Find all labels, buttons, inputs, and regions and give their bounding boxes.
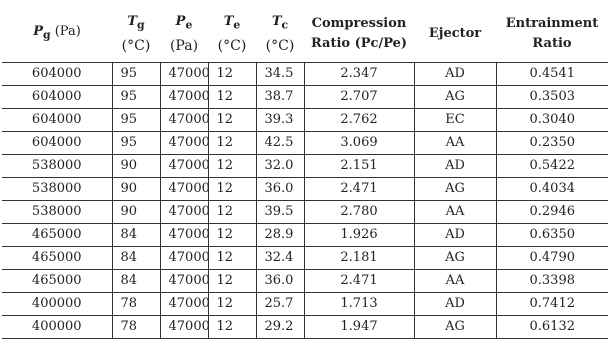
cell-te: 12 — [208, 223, 256, 246]
cell-tc: 38.7 — [256, 85, 304, 108]
table-row — [2, 246, 608, 269]
cell-tg: 95 — [112, 108, 160, 131]
header-pe: $P_e$ (Pa) — [169, 13, 199, 54]
cell-pg: 400000 — [2, 315, 112, 338]
cell-tc: 36.0 — [256, 177, 304, 200]
cell-tg: 90 — [112, 200, 160, 223]
table-row — [2, 154, 608, 177]
cell-compression-ratio: 1.926 — [304, 223, 414, 246]
cell-ejector: EC — [414, 108, 496, 131]
cell-ejector: AG — [414, 315, 496, 338]
cell-te: 12 — [208, 177, 256, 200]
cell-pe: 47000 — [160, 292, 208, 315]
cell-te: 12 — [208, 108, 256, 131]
cell-entrainment-ratio: 0.6350 — [496, 223, 608, 246]
cell-pg: 604000 — [2, 131, 112, 154]
cell-entrainment-ratio: 0.4541 — [496, 62, 608, 85]
header-tg: $T_g$ (°C) — [121, 13, 151, 54]
cell-tg: 84 — [112, 269, 160, 292]
header-entrainment-ratio: Entrainment Ratio — [505, 15, 599, 51]
header-te: $T_e$ (°C) — [217, 13, 247, 54]
cell-ejector: AD — [414, 154, 496, 177]
cell-ejector: AD — [414, 292, 496, 315]
cell-pe: 47000 — [160, 246, 208, 269]
cell-pg: 604000 — [2, 108, 112, 131]
cell-ejector: AD — [414, 62, 496, 85]
cell-entrainment-ratio: 0.2350 — [496, 131, 608, 154]
cell-tg: 84 — [112, 223, 160, 246]
cell-te: 12 — [208, 269, 256, 292]
table-row — [2, 108, 608, 131]
cell-ejector: AG — [414, 246, 496, 269]
table-row — [2, 223, 608, 246]
table-row — [2, 269, 608, 292]
table-row — [2, 292, 608, 315]
cell-tc: 32.4 — [256, 246, 304, 269]
cell-compression-ratio: 2.347 — [304, 62, 414, 85]
cell-te: 12 — [208, 154, 256, 177]
cell-pe: 47000 — [160, 200, 208, 223]
cell-entrainment-ratio: 0.6132 — [496, 315, 608, 338]
cell-pg: 604000 — [2, 62, 112, 85]
cell-compression-ratio: 1.713 — [304, 292, 414, 315]
table-row — [2, 177, 608, 200]
cell-tg: 90 — [112, 177, 160, 200]
table-row — [2, 85, 608, 108]
data-table — [2, 6, 608, 339]
cell-compression-ratio: 2.707 — [304, 85, 414, 108]
cell-pe: 47000 — [160, 315, 208, 338]
cell-entrainment-ratio: 0.3040 — [496, 108, 608, 131]
cell-pe: 47000 — [160, 108, 208, 131]
header-pg: $P_g$ (Pa) — [33, 23, 81, 42]
cell-pe: 47000 — [160, 154, 208, 177]
cell-tg: 78 — [112, 292, 160, 315]
cell-tg: 90 — [112, 154, 160, 177]
table-row — [2, 200, 608, 223]
table-header — [2, 6, 608, 62]
cell-tc: 36.0 — [256, 269, 304, 292]
table-row — [2, 131, 608, 154]
cell-compression-ratio: 2.471 — [304, 177, 414, 200]
cell-ejector: AD — [414, 223, 496, 246]
cell-tc: 42.5 — [256, 131, 304, 154]
cell-ejector: AA — [414, 269, 496, 292]
header-tc: $T_c$ (°C) — [265, 13, 295, 54]
cell-pg: 604000 — [2, 85, 112, 108]
cell-entrainment-ratio: 0.3398 — [496, 269, 608, 292]
cell-entrainment-ratio: 0.4034 — [496, 177, 608, 200]
cell-pg: 538000 — [2, 177, 112, 200]
cell-tc: 39.3 — [256, 108, 304, 131]
cell-tg: 95 — [112, 62, 160, 85]
cell-compression-ratio: 2.181 — [304, 246, 414, 269]
cell-pe: 47000 — [160, 177, 208, 200]
cell-pe: 47000 — [160, 62, 208, 85]
cell-pe: 47000 — [160, 223, 208, 246]
cell-te: 12 — [208, 246, 256, 269]
cell-entrainment-ratio: 0.3503 — [496, 85, 608, 108]
cell-ejector: AA — [414, 131, 496, 154]
cell-tc: 28.9 — [256, 223, 304, 246]
cell-ejector: AG — [414, 85, 496, 108]
cell-pe: 47000 — [160, 131, 208, 154]
cell-ejector: AG — [414, 177, 496, 200]
cell-te: 12 — [208, 200, 256, 223]
cell-tc: 25.7 — [256, 292, 304, 315]
cell-entrainment-ratio: 0.5422 — [496, 154, 608, 177]
cell-pe: 47000 — [160, 269, 208, 292]
cell-ejector: AA — [414, 200, 496, 223]
cell-pg: 465000 — [2, 246, 112, 269]
cell-compression-ratio: 2.151 — [304, 154, 414, 177]
cell-tg: 95 — [112, 131, 160, 154]
cell-te: 12 — [208, 131, 256, 154]
cell-tg: 84 — [112, 246, 160, 269]
cell-compression-ratio: 3.069 — [304, 131, 414, 154]
cell-te: 12 — [208, 292, 256, 315]
cell-pg: 538000 — [2, 154, 112, 177]
cell-entrainment-ratio: 0.4790 — [496, 246, 608, 269]
cell-tc: 39.5 — [256, 200, 304, 223]
cell-pg: 465000 — [2, 223, 112, 246]
table-body — [2, 62, 608, 338]
cell-compression-ratio: 1.947 — [304, 315, 414, 338]
cell-pg: 400000 — [2, 292, 112, 315]
cell-te: 12 — [208, 62, 256, 85]
cell-tc: 29.2 — [256, 315, 304, 338]
cell-te: 12 — [208, 85, 256, 108]
cell-entrainment-ratio: 0.2946 — [496, 200, 608, 223]
cell-compression-ratio: 2.780 — [304, 200, 414, 223]
table-row — [2, 62, 608, 85]
cell-tc: 34.5 — [256, 62, 304, 85]
cell-entrainment-ratio: 0.7412 — [496, 292, 608, 315]
cell-compression-ratio: 2.471 — [304, 269, 414, 292]
header-compression-ratio: Compression Ratio (Pc/Pe) — [310, 15, 408, 51]
header-ejector: Ejector — [428, 25, 482, 41]
cell-pe: 47000 — [160, 85, 208, 108]
table-row — [2, 315, 608, 338]
cell-tc: 32.0 — [256, 154, 304, 177]
cell-tg: 78 — [112, 315, 160, 338]
cell-te: 12 — [208, 315, 256, 338]
cell-tg: 95 — [112, 85, 160, 108]
cell-compression-ratio: 2.762 — [304, 108, 414, 131]
cell-pg: 465000 — [2, 269, 112, 292]
cell-pg: 538000 — [2, 200, 112, 223]
